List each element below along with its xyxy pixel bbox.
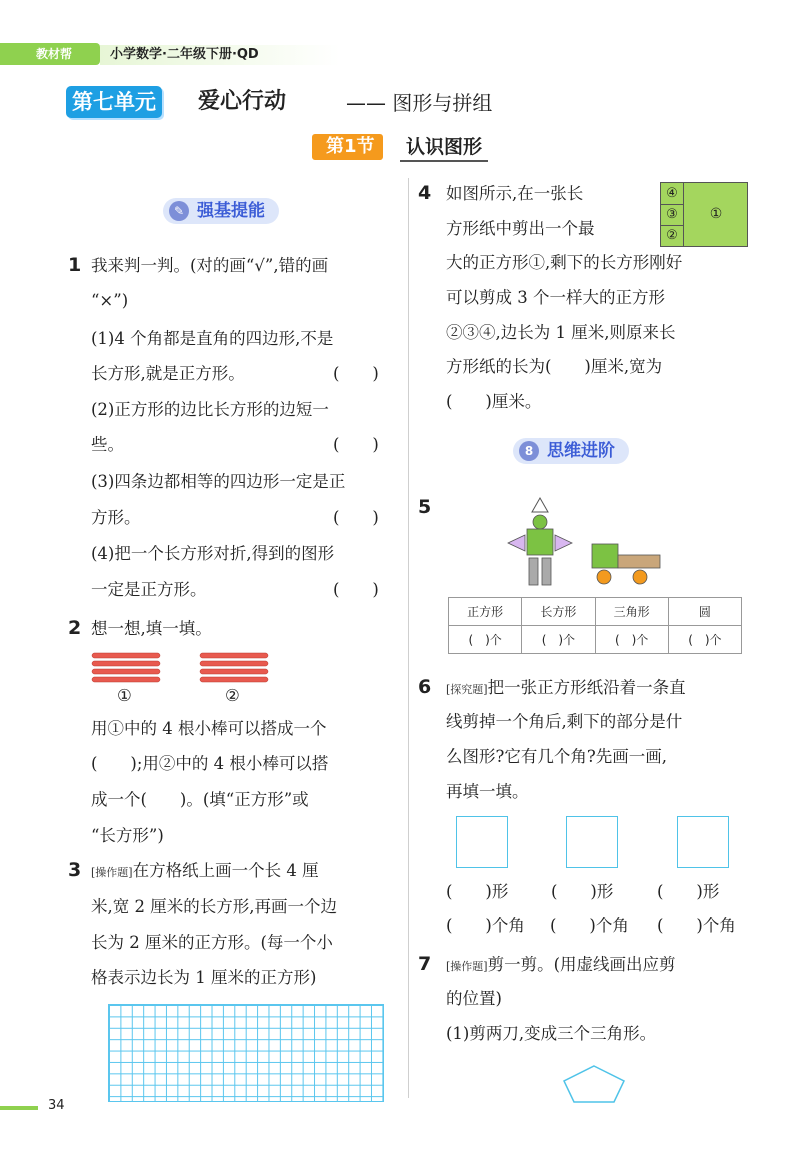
q3-line: [操作题]在方格纸上画一个长 4 厘 bbox=[91, 861, 319, 880]
q2-line: 成一个( )。(填“正方形”或 bbox=[91, 790, 309, 809]
q2-line: 用①中的 4 根小棒可以搭成一个 bbox=[91, 719, 327, 738]
triangle-arm-left bbox=[508, 535, 525, 551]
table-header: 圆 bbox=[668, 598, 741, 626]
q1-number: 1 bbox=[68, 254, 82, 276]
pill-basic-label: 强基提能 bbox=[197, 201, 265, 221]
pill-advanced-label: 思维进阶 bbox=[547, 441, 615, 461]
q6-answer[interactable]: ( )个角 bbox=[446, 916, 525, 935]
table-header: 三角形 bbox=[595, 598, 668, 626]
table-cell[interactable]: ( )个 bbox=[668, 626, 741, 654]
q4-line: ( )厘米。 bbox=[446, 392, 542, 411]
table-cell[interactable]: ( )个 bbox=[595, 626, 668, 654]
q6-line: 么图形?它有几个角?先画一画, bbox=[446, 747, 667, 766]
triangle-head bbox=[532, 498, 548, 512]
circle-wheel bbox=[597, 570, 611, 584]
square-drawing-2[interactable] bbox=[566, 816, 618, 868]
q6-answer[interactable]: ( )形 bbox=[551, 882, 614, 901]
triangle-arm-right bbox=[555, 535, 572, 551]
stick bbox=[92, 677, 160, 682]
grid-paper[interactable] bbox=[108, 1004, 384, 1102]
q6-line: [探究题]把一张正方形纸沿着一条直 bbox=[446, 678, 686, 697]
pencil-icon: ✎ bbox=[169, 201, 189, 221]
circle-wheel bbox=[633, 570, 647, 584]
page-number: 34 bbox=[48, 1098, 65, 1113]
stick bbox=[200, 669, 268, 674]
pentagon-figure[interactable] bbox=[560, 1064, 628, 1104]
stick bbox=[200, 661, 268, 666]
q4-line: 可以剪成 3 个一样大的正方形 bbox=[446, 288, 665, 307]
square-drawing-1[interactable] bbox=[456, 816, 508, 868]
question-tag: [探究题] bbox=[446, 683, 488, 696]
square-1: ① bbox=[709, 206, 723, 222]
square-3: ③ bbox=[661, 204, 684, 226]
q7-line: [操作题]剪一剪。(用虚线画出应剪 bbox=[446, 955, 676, 974]
stick bbox=[92, 653, 160, 658]
table-header: 长方形 bbox=[522, 598, 595, 626]
stick-label-2: ② bbox=[225, 686, 240, 705]
q1-line: 些。 bbox=[91, 435, 124, 454]
rect-bed bbox=[618, 555, 660, 568]
q1-line: 方形。 bbox=[91, 508, 141, 527]
question-tag: [操作题] bbox=[91, 866, 133, 879]
q3-line: 米,宽 2 厘米的长方形,再画一个边 bbox=[91, 897, 337, 916]
q4-line: 如图所示,在一张长 bbox=[446, 184, 584, 203]
book-subtitle: 小学数学·二年级下册·QD bbox=[100, 45, 340, 65]
table-header: 正方形 bbox=[449, 598, 522, 626]
q5-number: 5 bbox=[418, 496, 432, 518]
rect-leg-left bbox=[529, 558, 538, 585]
q1-line: “×”) bbox=[91, 291, 129, 310]
q2-line: ( );用②中的 4 根小棒可以搭 bbox=[91, 754, 329, 773]
q6-line: 再填一填。 bbox=[446, 782, 529, 801]
rect-leg-right bbox=[542, 558, 551, 585]
paper-figure bbox=[660, 182, 748, 247]
q2-number: 2 bbox=[68, 617, 82, 639]
question-tag: [操作题] bbox=[446, 960, 488, 973]
stick bbox=[200, 677, 268, 682]
square-4: ④ bbox=[661, 183, 684, 205]
pill-advanced bbox=[513, 438, 629, 464]
q4-line: 大的正方形①,剩下的长方形刚好 bbox=[446, 253, 683, 272]
q1-line: (3)四条边都相等的四边形一定是正 bbox=[91, 472, 346, 491]
stick-label-1: ① bbox=[117, 686, 132, 705]
medal-icon: 8 bbox=[519, 441, 539, 461]
q7-line: (1)剪两刀,变成三个三角形。 bbox=[446, 1024, 657, 1043]
q6-number: 6 bbox=[418, 676, 432, 698]
q4-number: 4 bbox=[418, 182, 432, 204]
column-divider bbox=[408, 178, 409, 1098]
square-2: ② bbox=[661, 225, 684, 246]
stick bbox=[92, 661, 160, 666]
q6-answer[interactable]: ( )形 bbox=[446, 882, 509, 901]
answer-bracket[interactable]: ( ) bbox=[333, 508, 379, 527]
q3-line: 格表示边长为 1 厘米的正方形) bbox=[91, 968, 317, 987]
q6-answer[interactable]: ( )个角 bbox=[550, 916, 629, 935]
shape-count-table bbox=[448, 597, 742, 654]
unit-badge: 第七单元 bbox=[66, 86, 162, 118]
q2-line: 想一想,填一填。 bbox=[91, 619, 212, 638]
q6-answer[interactable]: ( )形 bbox=[657, 882, 720, 901]
unit-subtitle: —— 图形与拼组 bbox=[346, 91, 493, 115]
q7-number: 7 bbox=[418, 953, 432, 975]
q3-line: 长为 2 厘米的正方形。(每一个小 bbox=[91, 933, 333, 952]
table-cell[interactable]: ( )个 bbox=[522, 626, 595, 654]
pentagon bbox=[564, 1066, 624, 1102]
section-badge: 第1节 bbox=[312, 134, 383, 160]
q1-line: 一定是正方形。 bbox=[91, 580, 207, 599]
square-body bbox=[527, 529, 553, 555]
answer-bracket[interactable]: ( ) bbox=[333, 580, 379, 599]
unit-title: 爱心行动 bbox=[198, 89, 287, 114]
section-title: 认识图形 bbox=[400, 134, 488, 162]
stick bbox=[200, 653, 268, 658]
q1-line: 长方形,就是正方形。 bbox=[91, 364, 245, 383]
square-drawing-3[interactable] bbox=[677, 816, 729, 868]
pill-basic bbox=[163, 198, 279, 224]
brand-tag: 教材帮 bbox=[0, 43, 100, 65]
q3-number: 3 bbox=[68, 859, 82, 881]
answer-bracket[interactable]: ( ) bbox=[333, 364, 379, 383]
stick bbox=[92, 669, 160, 674]
table-cell[interactable]: ( )个 bbox=[449, 626, 522, 654]
q4-line: 方形纸中剪出一个最 bbox=[446, 219, 595, 238]
square-cab bbox=[592, 544, 618, 568]
q1-line: (4)把一个长方形对折,得到的图形 bbox=[91, 544, 335, 563]
q6-line: 线剪掉一个角后,剩下的部分是什 bbox=[446, 712, 683, 731]
q1-line: (2)正方形的边比长方形的边短一 bbox=[91, 400, 329, 419]
q6-answer[interactable]: ( )个角 bbox=[657, 916, 736, 935]
circle-head bbox=[533, 515, 547, 529]
q7-line: 的位置) bbox=[446, 989, 502, 1008]
q4-line: ②③④,边长为 1 厘米,则原来长 bbox=[446, 323, 676, 342]
q1-line: 我来判一判。(对的画“√”,错的画 bbox=[91, 256, 329, 275]
q4-line: 方形纸的长为( )厘米,宽为 bbox=[446, 357, 663, 376]
q2-line: “长方形”) bbox=[91, 826, 164, 845]
sticks-figure bbox=[90, 651, 280, 685]
q1-line: (1)4 个角都是直角的四边形,不是 bbox=[91, 329, 334, 348]
answer-bracket[interactable]: ( ) bbox=[333, 435, 379, 454]
shapes-figure bbox=[500, 495, 670, 590]
footer-bar bbox=[0, 1106, 38, 1110]
